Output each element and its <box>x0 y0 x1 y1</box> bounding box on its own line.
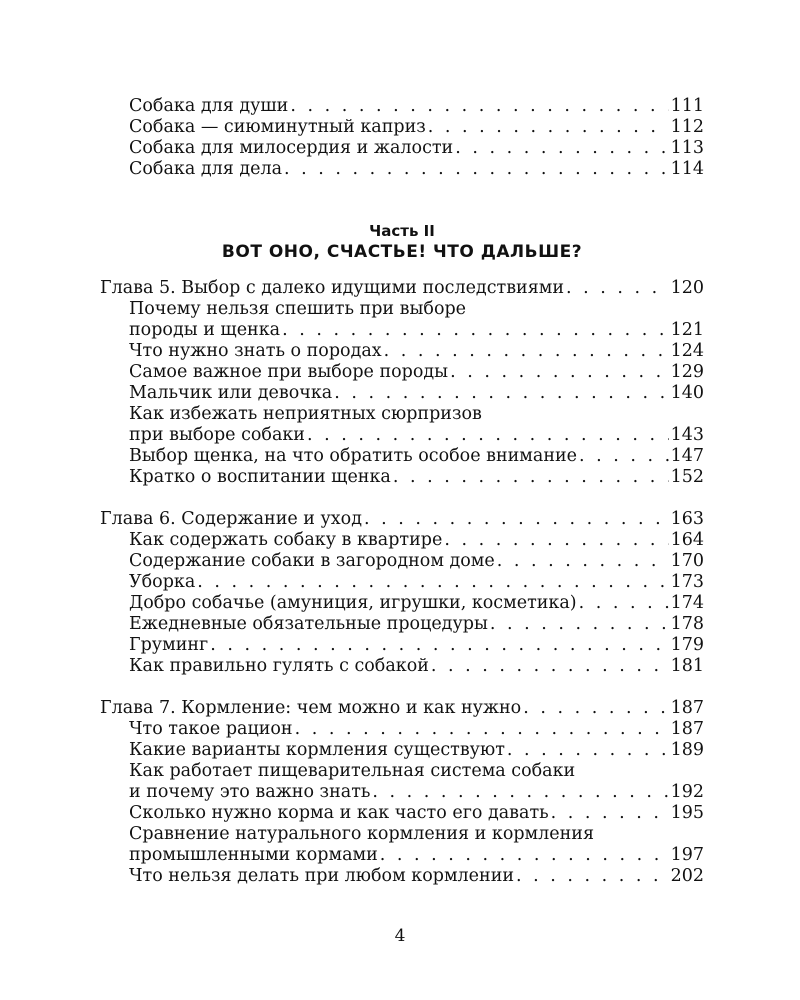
toc-entry-page: 124 <box>670 341 704 361</box>
section-gap <box>100 677 704 698</box>
toc-entry-title: Выбор щенка, на что обратить особое внимание <box>129 446 578 466</box>
toc-entry-page: 112 <box>670 117 704 137</box>
toc-entry <box>100 138 704 159</box>
toc-entry-title: Кратко о воспитании щенка <box>129 467 391 487</box>
chapter-title: Глава 6. Содержание и уход <box>100 509 362 529</box>
toc-entry-title: Самое важное при выборе породы <box>129 362 449 382</box>
toc-entry-page: 140 <box>670 383 704 403</box>
toc-entry <box>100 425 704 446</box>
dot-leader <box>579 593 669 614</box>
toc-entry-page: 202 <box>670 866 704 886</box>
toc-entry-page: 111 <box>670 96 704 116</box>
toc-entry-page: 147 <box>670 446 704 466</box>
dot-leader <box>431 656 669 677</box>
dot-leader <box>450 362 668 383</box>
dot-leader <box>334 383 668 404</box>
dot-leader <box>210 635 668 656</box>
dot-leader <box>551 803 669 824</box>
dot-leader <box>497 551 669 572</box>
toc-entry <box>100 96 704 117</box>
toc-entry-title: Собака — сиюминутный каприз <box>129 117 426 137</box>
chapter-page: 120 <box>670 278 704 298</box>
toc-entry-title: Добро собачье (амуниция, игрушки, косметика) <box>129 593 577 613</box>
dot-leader <box>516 866 669 887</box>
toc-entry-page: 192 <box>670 782 704 802</box>
toc-entry-title: Что нужно знать о породах <box>129 341 382 361</box>
section-gap <box>100 488 704 509</box>
toc-entry-page: 143 <box>670 425 704 445</box>
toc-entry <box>100 341 704 362</box>
toc-entry-page: 181 <box>670 656 704 676</box>
dot-leader <box>566 278 669 299</box>
toc-entry-page: 152 <box>670 467 704 487</box>
dot-leader <box>490 614 669 635</box>
toc-entry-title: Как содержать собаку в квартире <box>129 530 443 550</box>
dot-leader <box>282 320 669 341</box>
toc-entry <box>100 656 704 677</box>
toc-entry-title: Ежедневные обязательные процедуры <box>129 614 488 634</box>
dot-leader <box>380 845 669 866</box>
toc-entry-page: 174 <box>670 593 704 613</box>
toc-entry <box>100 320 704 341</box>
toc-entry <box>100 866 704 887</box>
toc-entry <box>100 551 704 572</box>
chapter-heading <box>100 698 704 719</box>
toc-entry-title: Собака для милосердия и жалости <box>129 138 454 158</box>
toc-entry-title-line: Как избежать неприятных сюрпризов <box>129 404 482 424</box>
toc-entry <box>100 614 704 635</box>
toc-entry-title: Как правильно гулять с собакой <box>129 656 429 676</box>
toc-entry-page: 197 <box>670 845 704 865</box>
toc-entry-page: 170 <box>670 551 704 571</box>
dot-leader <box>393 467 669 488</box>
toc-entry-title: промышленными кормами <box>129 845 378 865</box>
toc-entry-title: Какие варианты кормления существуют <box>129 740 505 760</box>
toc-entry-title-line: Как работает пищеварительная система собаки <box>129 761 576 781</box>
toc-entry <box>100 530 704 551</box>
toc-entry <box>100 803 704 824</box>
toc-entry-page: 173 <box>670 572 704 592</box>
page-number: 4 <box>394 926 406 946</box>
toc-entry-title: Уборка <box>129 572 196 592</box>
toc-entry <box>100 383 704 404</box>
chapter-heading <box>100 278 704 299</box>
toc-entry-page: 195 <box>670 803 704 823</box>
toc-entry-title: Содержание собаки в загородном доме <box>129 551 495 571</box>
toc-entry-title: Мальчик или девочка <box>129 383 333 403</box>
toc-entry-title-line: Сравнение натурального кормления и кормления <box>129 824 595 844</box>
toc-entry-page: 164 <box>670 530 704 550</box>
toc-entry <box>100 593 704 614</box>
toc-entry <box>100 635 704 656</box>
toc-entry-title: Груминг <box>129 635 209 655</box>
toc-entry-page: 113 <box>670 138 704 158</box>
toc-entry <box>100 362 704 383</box>
toc-entry-title: и почему это важно знать <box>129 782 371 802</box>
toc-entry <box>100 117 704 138</box>
dot-leader <box>455 138 668 159</box>
dot-leader <box>197 572 668 593</box>
toc-entry-page: 189 <box>670 740 704 760</box>
toc-entry <box>100 782 704 803</box>
dot-leader <box>579 446 669 467</box>
dot-leader <box>364 509 669 530</box>
toc-entry <box>100 740 704 761</box>
part-header <box>100 221 704 263</box>
toc-entry-page: 114 <box>670 159 704 179</box>
dot-leader <box>290 96 668 117</box>
dot-leader <box>384 341 669 362</box>
part-title: ВОТ ОНО, СЧАСТЬЕ! ЧТО ДАЛЬШЕ? <box>221 242 583 262</box>
dot-leader <box>284 159 669 180</box>
dot-leader <box>307 425 669 446</box>
toc-entry <box>100 572 704 593</box>
toc-entry-title: породы и щенка <box>129 320 281 340</box>
dot-leader <box>507 740 669 761</box>
toc-entry-title: Сколько нужно корма и как часто его давать <box>129 803 549 823</box>
toc-entry-page: 129 <box>670 362 704 382</box>
toc-entry <box>100 467 704 488</box>
toc-entry-title: Собака для дела <box>129 159 283 179</box>
toc-entry-title-line: Почему нельзя спешить при выборе <box>129 299 467 319</box>
chapter-title: Глава 7. Кормление: чем можно и как нужно <box>100 698 522 718</box>
chapter-page: 187 <box>670 698 704 718</box>
dot-leader <box>372 782 668 803</box>
toc-entry-page: 187 <box>670 719 704 739</box>
toc-entry-title: при выборе собаки <box>129 425 305 445</box>
toc-entry-page: 121 <box>670 320 704 340</box>
toc-entry-title: Что нельзя делать при любом кормлении <box>129 866 515 886</box>
chapter-page: 163 <box>670 509 704 529</box>
toc-entry-page: 178 <box>670 614 704 634</box>
toc-entry-page: 179 <box>670 635 704 655</box>
dot-leader <box>295 719 669 740</box>
part-label: Часть II <box>369 222 435 240</box>
chapter-heading <box>100 509 704 530</box>
toc-entry <box>100 446 704 467</box>
toc-entry-title: Что такое рацион <box>129 719 293 739</box>
toc-entry <box>100 159 704 180</box>
toc-entry <box>100 719 704 740</box>
dot-leader <box>523 698 668 719</box>
toc-entry <box>100 845 704 866</box>
table-of-contents <box>100 96 704 887</box>
toc-entry-title: Собака для души <box>129 96 289 116</box>
dot-leader <box>428 117 669 138</box>
dot-leader <box>444 530 668 551</box>
chapter-title: Глава 5. Выбор с далеко идущими последствиями <box>100 278 565 298</box>
